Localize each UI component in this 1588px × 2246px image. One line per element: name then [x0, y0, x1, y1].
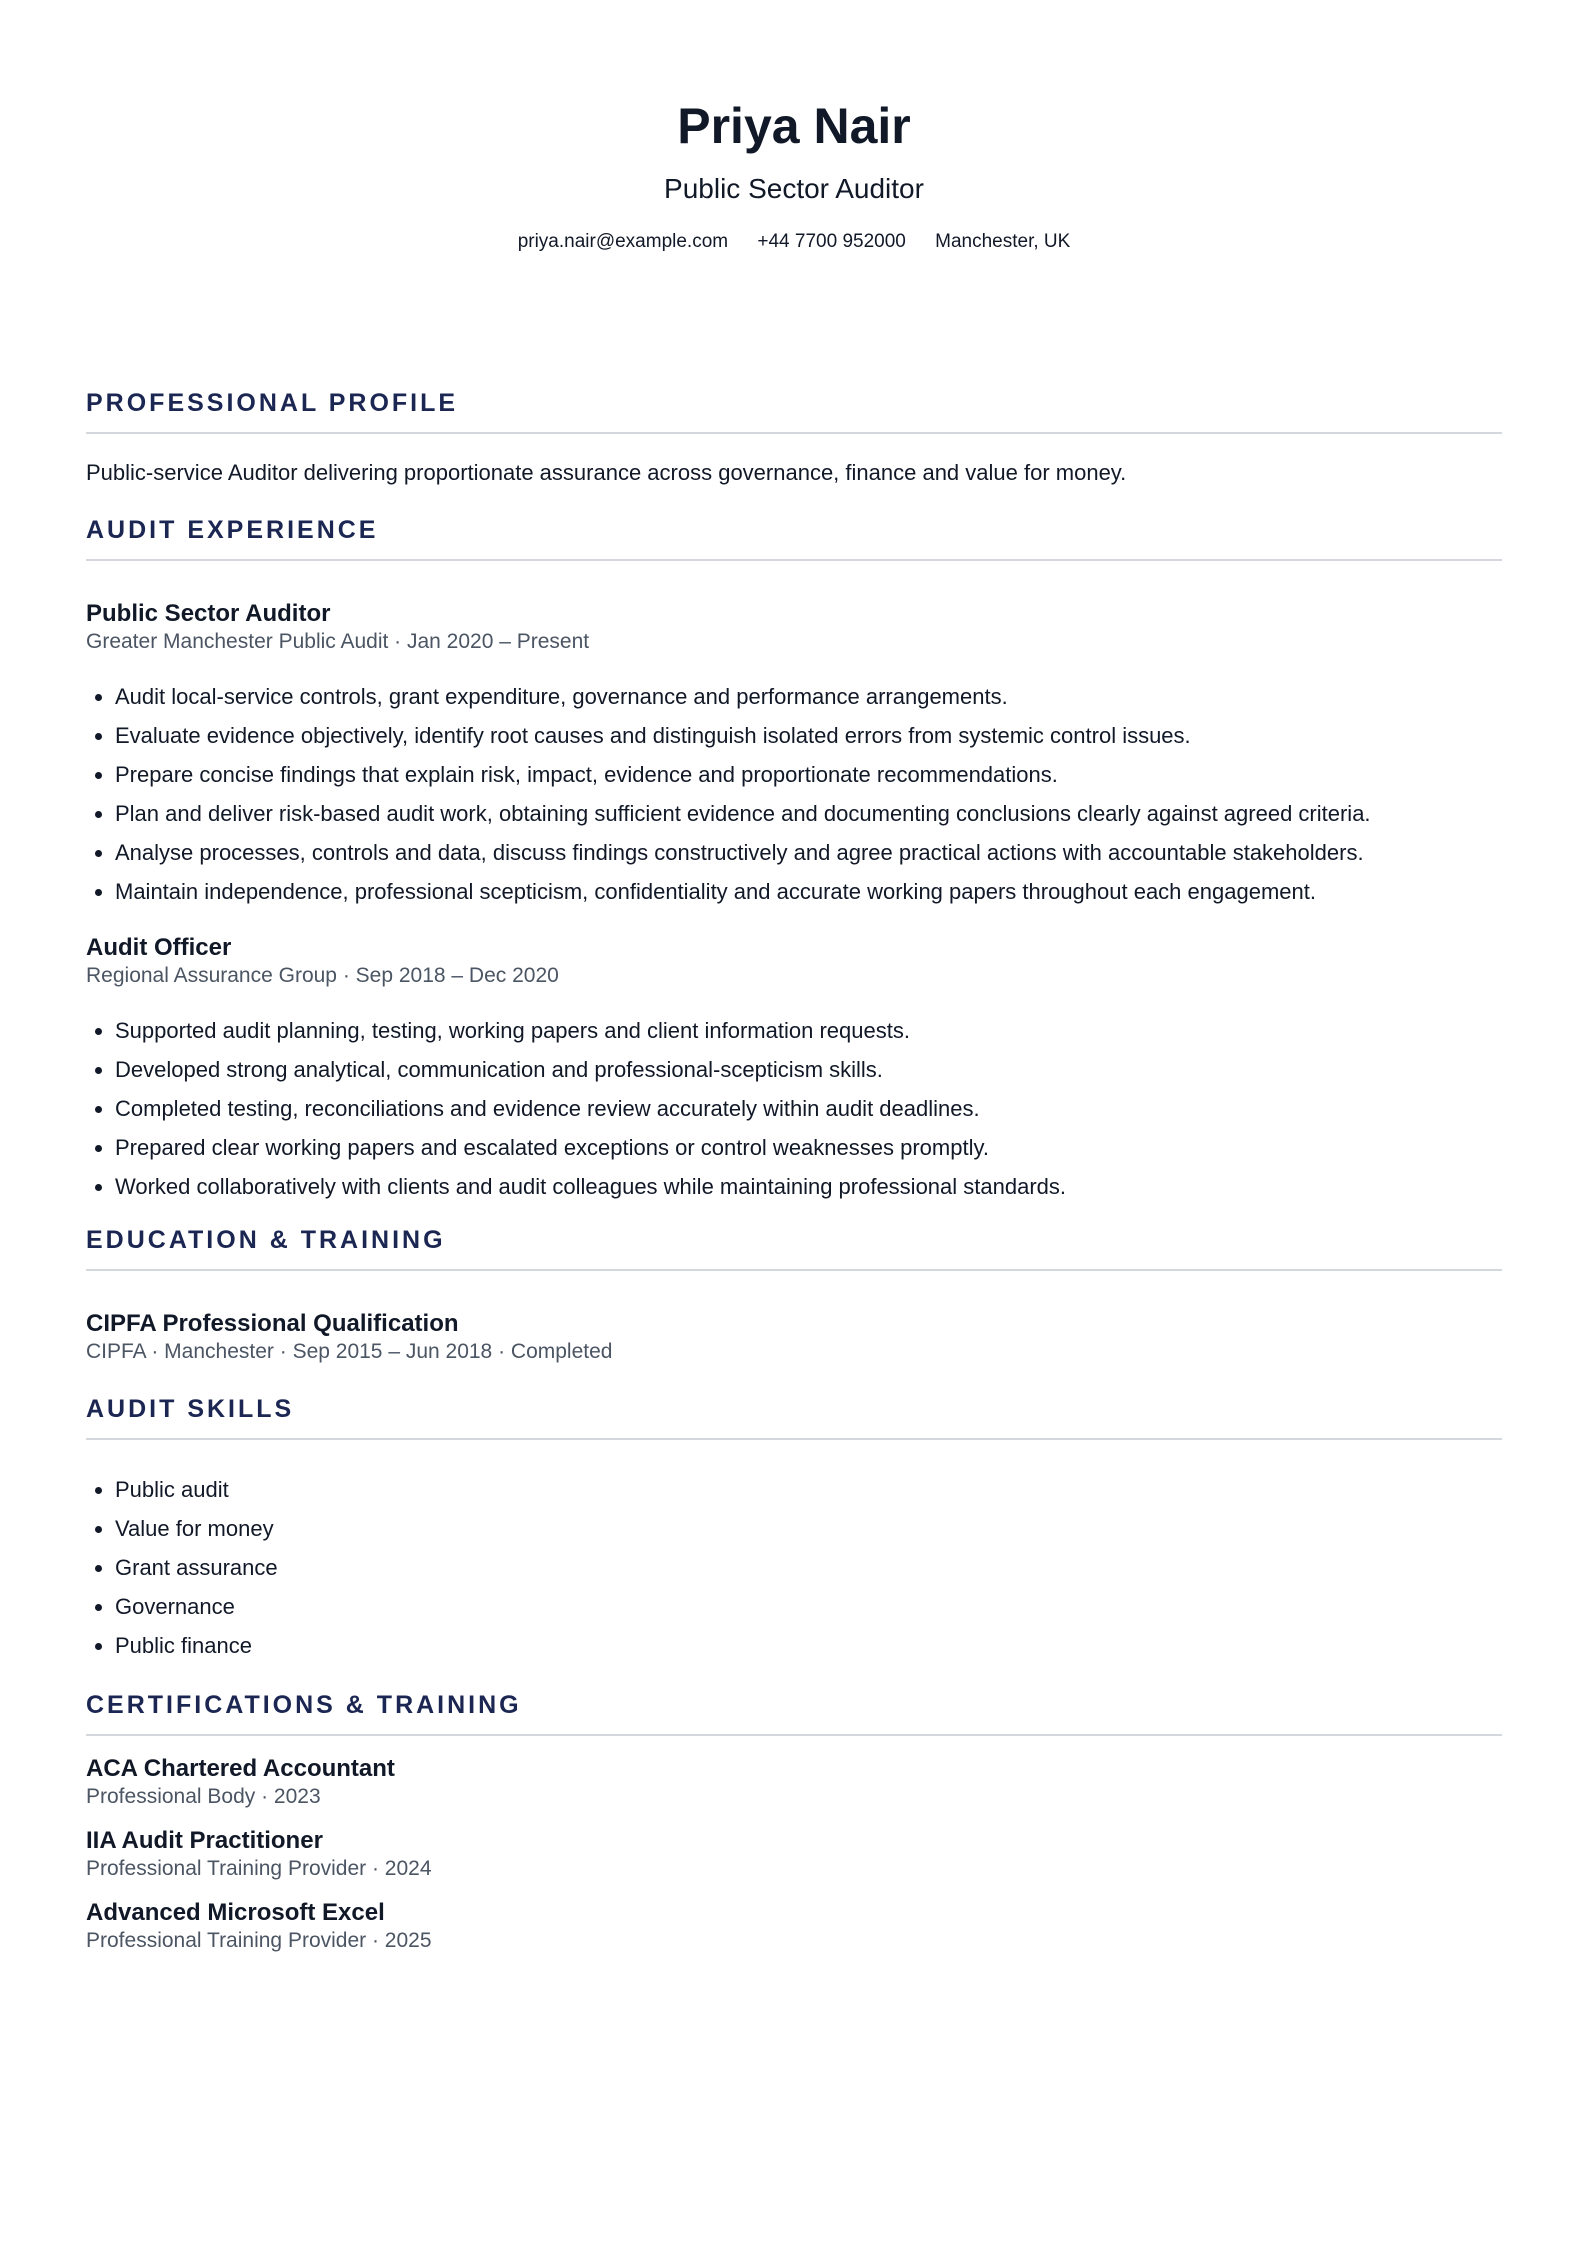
- education-title: CIPFA Professional Qualification: [86, 1310, 459, 1337]
- list-item: • Evaluate evidence objectively, identify root causes and distinguish isolated errors from systemic control issues.: [115, 716, 1502, 755]
- certification-title: IIA Audit Practitioner: [86, 1827, 323, 1854]
- section-skills: [86, 1395, 1502, 1665]
- job-entry: [86, 599, 1502, 911]
- candidate-title: Public Sector Auditor: [664, 173, 924, 204]
- job-bullets: [86, 1011, 1502, 1206]
- resume-header: [86, 0, 1502, 254]
- list-item: • Supported audit planning, testing, working papers and client information requests.: [115, 1011, 1502, 1050]
- education-entry: [86, 1309, 1502, 1365]
- certification-entry: [86, 1826, 1502, 1882]
- list-item: • Maintain independence, professional scepticism, confidentiality and accurate working papers throughout each engagement.: [115, 872, 1502, 911]
- list-item: • Prepare concise findings that explain risk, impact, evidence and proportionate recommendations.: [115, 755, 1502, 794]
- list-item: • Audit local-service controls, grant expenditure, governance and performance arrangements.: [115, 677, 1502, 716]
- list-item: • Developed strong analytical, communication and professional-scepticism skills.: [115, 1050, 1502, 1089]
- job-meta: Regional Assurance Group · Sep 2018 – Dec 2020: [86, 964, 559, 987]
- contact-phone: +44 7700 952000: [757, 231, 906, 252]
- job-entry: [86, 933, 1502, 1206]
- list-item: • Analyse processes, controls and data, discuss findings constructively and agree practical actions with accountable stakeholders.: [115, 833, 1502, 872]
- section-certifications: [86, 1691, 1502, 1954]
- list-item: • Value for money: [115, 1509, 1502, 1548]
- certification-meta: Professional Body · 2023: [86, 1785, 321, 1808]
- list-item: • Public audit: [115, 1470, 1502, 1509]
- list-item: • Grant assurance: [115, 1548, 1502, 1587]
- list-item: • Worked collaboratively with clients and audit colleagues while maintaining professional standards.: [115, 1167, 1502, 1206]
- certification-title: Advanced Microsoft Excel: [86, 1899, 385, 1926]
- section-heading: EDUCATION & TRAINING: [86, 1226, 1502, 1271]
- certification-meta: Professional Training Provider · 2025: [86, 1929, 432, 1952]
- section-heading: AUDIT SKILLS: [86, 1395, 1502, 1440]
- section-experience: [86, 516, 1502, 1206]
- certification-title: ACA Chartered Accountant: [86, 1755, 395, 1782]
- job-bullets: [86, 677, 1502, 911]
- list-item: • Prepared clear working papers and escalated exceptions or control weaknesses promptly.: [115, 1128, 1502, 1167]
- contact-location: Manchester, UK: [935, 231, 1071, 252]
- list-item: • Governance: [115, 1587, 1502, 1626]
- section-heading: PROFESSIONAL PROFILE: [86, 389, 1502, 434]
- contact-email: priya.nair@example.com: [517, 231, 729, 252]
- skills-list: [86, 1470, 1502, 1665]
- list-item: • Completed testing, reconciliations and evidence review accurately within audit deadlines.: [115, 1089, 1502, 1128]
- section-education: [86, 1226, 1502, 1365]
- education-meta: CIPFA · Manchester · Sep 2015 – Jun 2018 · Completed: [86, 1340, 613, 1363]
- section-heading: CERTIFICATIONS & TRAINING: [86, 1691, 1502, 1736]
- list-item: • Plan and deliver risk-based audit work, obtaining sufficient evidence and documenting conclusions clearly against agreed criteria.: [115, 794, 1502, 833]
- list-item: • Public finance: [115, 1626, 1502, 1665]
- certification-entry: [86, 1898, 1502, 1954]
- job-title: Audit Officer: [86, 934, 232, 961]
- section-heading: AUDIT EXPERIENCE: [86, 516, 1502, 561]
- job-title: Public Sector Auditor: [86, 600, 331, 627]
- contact-line: [86, 230, 1502, 254]
- job-meta: Greater Manchester Public Audit · Jan 2020 – Present: [86, 630, 590, 653]
- certification-entry: [86, 1754, 1502, 1810]
- section-profile: [86, 389, 1502, 488]
- candidate-name: Priya Nair: [677, 98, 911, 154]
- profile-summary: Public-service Auditor delivering proportionate assurance across governance, finance and value for money.: [86, 460, 1127, 485]
- certification-meta: Professional Training Provider · 2024: [86, 1857, 432, 1880]
